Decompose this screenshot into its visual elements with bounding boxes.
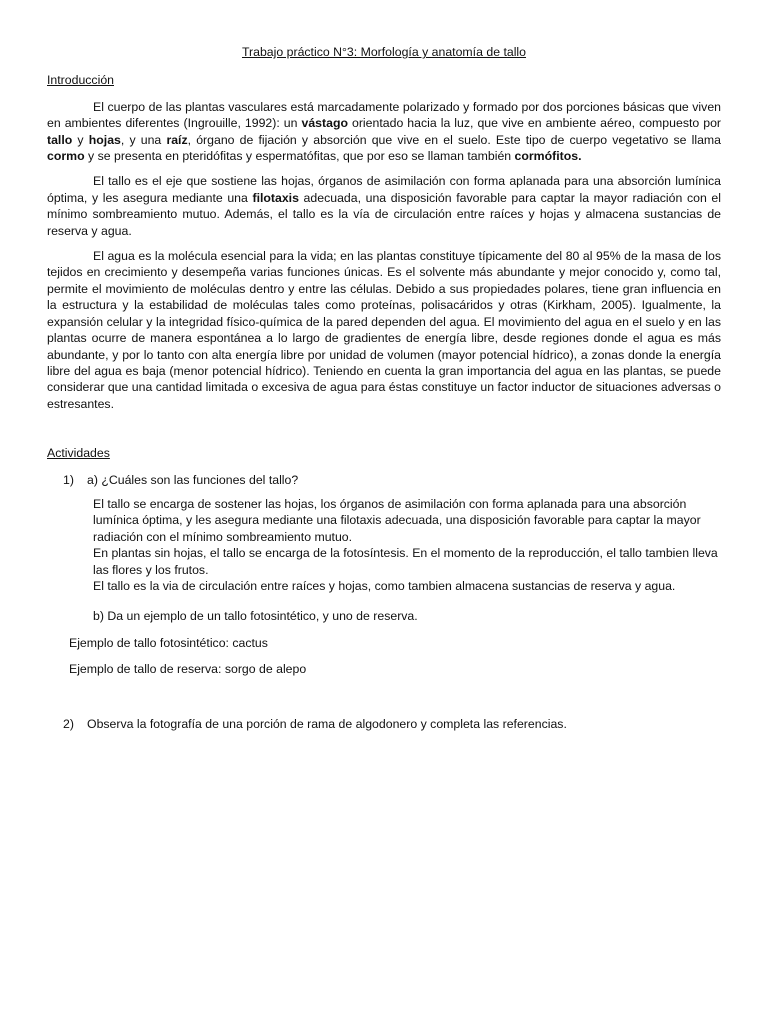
question-2	[47, 716, 721, 732]
intro-paragraph-3: El agua es la molécula esencial para la vida; en las plantas constituye típicamente del 80 al 95% de la masa de los tejidos en crecimiento y desempeña varias funciones únicas. Es el solvente más abundante y mejor conocido y, como tal, permite el movimiento de moléculas dentro y entre las células. Debido a sus propiedades polares, tiene gran influencia en la estructura y la estabilidad de moléculas tales como proteínas, polisacáridos y otras (Kirkham, 2005). Igualmente, la expansión celular y la integridad físico-química de la pared dependen del agua. El movimiento del agua en el suelo y en las plantas ocurre de manera espontánea a lo largo de gradientes de energía libre, desde regiones donde el agua es más abundante, y por lo tanto con alta energía libre por unidad de volumen (mayor potencial hídrico), a zonas donde la energía libre del agua es baja (menor potencial hídrico). Teniendo en cuenta la gran importancia del agua en las plantas, se puede considerar que una cantidad limitada o excesiva de agua para éstas constituye un factor inductor de situaciones adversas o estresantes.	[47, 249, 722, 411]
question-1a-text: a) ¿Cuáles son las funciones del tallo?	[87, 472, 299, 487]
question-1-number: 1)	[63, 472, 74, 487]
question-2-text: Observa la fotografía de una porción de rama de algodonero y completa las referencias.	[87, 716, 567, 731]
question-1	[47, 472, 721, 488]
document-title: Trabajo práctico N°3: Morfología y anatomía de tallo	[241, 45, 527, 59]
example-reserve-stem: Ejemplo de tallo de reserva: sorgo de alepo	[69, 662, 307, 677]
intro-paragraph-2: El tallo es el eje que sostiene las hojas, órganos de asimilación con forma aplanada para una absorción lumínica óptima, y les asegura mediante una filotaxis adecuada, una disposición favorable para captar la mayor radiación con el mínimo sombreamiento mutuo. Además, el tallo es la vía de circulación entre raíces y hojas y almacena sustancias de reserva y agua.	[47, 174, 721, 238]
question-1b-text: b) Da un ejemplo de un tallo fotosintético, y uno de reserva.	[93, 609, 418, 624]
question-2-number: 2)	[63, 716, 74, 731]
answer-line: El tallo es la via de circulación entre raíces y hojas, como tambien almacena sustancias de reserva y agua.	[93, 578, 676, 593]
intro-paragraph-1: El cuerpo de las plantas vasculares está marcadamente polarizado y formado por dos porciones básicas que viven en ambientes diferentes (Ingrouille, 1992): un vástago orientado hacia la luz, que vive en ambiente aéreo, compuesto por tallo y hojas, y una raíz, órgano de fijación y absorción que vive en el suelo. Este tipo de cuerpo vegetativo se llama cormo y se presenta en pteridófitas y espermatófitas, que por eso se llaman también cormófitos.	[47, 99, 722, 164]
question-1a-answer	[93, 496, 721, 594]
intro-heading: Introducción	[47, 73, 114, 88]
activities-heading: Actividades	[47, 446, 110, 461]
answer-line: En plantas sin hojas, el tallo se encarga de la fotosíntesis. En el momento de la reproducción, el tallo tambien lleva las flores y los frutos.	[93, 546, 718, 577]
example-photosynthetic-stem: Ejemplo de tallo fotosintético: cactus	[69, 635, 268, 650]
answer-line: El tallo se encarga de sostener las hojas, los órganos de asimilación con forma aplanada para una absorción lumínica óptima, y les asegura mediante una filotaxis adecuada, una disposición favorable para captar la mayor radiación con el mínimo sombreamiento mutuo.	[93, 496, 701, 544]
